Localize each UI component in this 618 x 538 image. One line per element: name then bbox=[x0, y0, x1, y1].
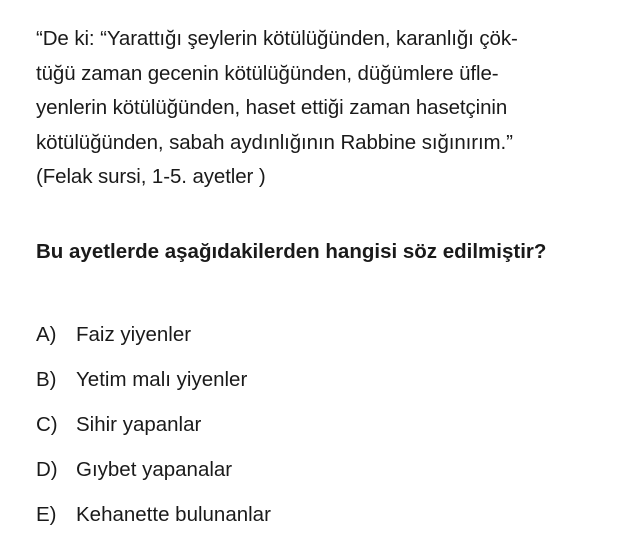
answer-options bbox=[36, 312, 271, 537]
passage-line: yenlerin kötülüğünden, haset ettiği zaman hasetçinin bbox=[36, 96, 508, 119]
option-letter: B) bbox=[36, 367, 57, 391]
passage-source: (Felak sursi, 1-5. ayetler ) bbox=[36, 165, 266, 188]
question-card bbox=[36, 22, 596, 526]
passage-line: kötülüğünden, sabah aydınlığının Rabbine sığınırım.” bbox=[36, 130, 513, 154]
option-text: Faiz yiyenler bbox=[76, 322, 192, 346]
option-letter: C) bbox=[36, 412, 58, 436]
option-text: Gıybet yapanalar bbox=[76, 457, 233, 481]
option-text: Sihir yapanlar bbox=[76, 412, 202, 436]
quoted-passage bbox=[36, 22, 596, 195]
question-prompt: Bu ayetlerde aşağıdakilerden hangisi söz edilmiştir? bbox=[36, 240, 547, 263]
option-b[interactable] bbox=[36, 357, 271, 402]
option-letter: A) bbox=[36, 322, 57, 346]
option-a[interactable] bbox=[36, 312, 271, 357]
option-c[interactable] bbox=[36, 402, 271, 447]
option-text: Yetim malı yiyenler bbox=[76, 367, 248, 391]
option-d[interactable] bbox=[36, 447, 271, 492]
passage-line: “De ki: “Yarattığı şeylerin kötülüğünden, karanlığı çök- bbox=[36, 27, 518, 50]
passage-line: tüğü zaman gecenin kötülüğünden, düğümlere üfle- bbox=[36, 61, 499, 85]
option-e[interactable] bbox=[36, 492, 271, 537]
option-text: Kehanette bulunanlar bbox=[76, 502, 271, 526]
option-letter: D) bbox=[36, 457, 58, 481]
option-letter: E) bbox=[36, 502, 57, 526]
